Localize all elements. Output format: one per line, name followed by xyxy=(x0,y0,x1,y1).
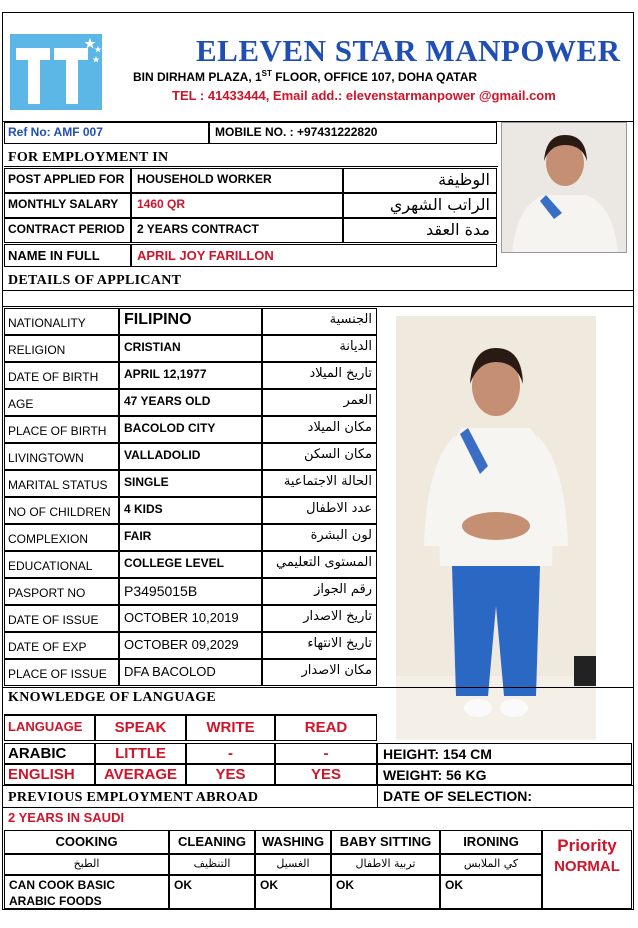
detail-label: PASPORT NO xyxy=(8,586,86,600)
detail-value: VALLADOLID xyxy=(124,448,201,462)
divider xyxy=(2,807,634,808)
detail-arabic: تاريخ الميلاد xyxy=(309,366,372,381)
employment-label: CONTRACT PERIOD xyxy=(8,222,125,236)
divider xyxy=(377,785,378,807)
skill-arabic: تربية الاطفال xyxy=(355,857,416,870)
employment-value: HOUSEHOLD WORKER xyxy=(137,172,272,186)
divider xyxy=(2,306,634,307)
detail-label: LIVINGTOWN xyxy=(8,451,84,465)
language-header: READ xyxy=(304,719,348,736)
detail-arabic: تاريخ الانتهاء xyxy=(307,636,372,651)
language-value: ARABIC xyxy=(8,745,67,762)
employment-value: 2 YEARS CONTRACT xyxy=(137,222,259,236)
skill-header: IRONING xyxy=(463,834,519,849)
detail-label: DATE OF EXP xyxy=(8,640,87,654)
cooking-extra: ARABIC FOODS xyxy=(9,894,102,908)
divider xyxy=(4,166,498,167)
language-value: LITTLE xyxy=(115,745,166,762)
employment-arabic: الوظيفة xyxy=(438,170,490,189)
skill-header: BABY SITTING xyxy=(339,834,432,849)
height-value: HEIGHT: 154 CM xyxy=(383,746,492,762)
detail-value: COLLEGE LEVEL xyxy=(124,556,225,570)
skill-header: WASHING xyxy=(261,834,325,849)
detail-arabic: مكان الميلاد xyxy=(307,420,372,435)
detail-arabic: الجنسية xyxy=(329,312,372,327)
previous-employment-value: 2 YEARS IN SAUDI xyxy=(8,810,125,825)
divider xyxy=(2,687,634,688)
divider xyxy=(2,785,634,786)
language-value: YES xyxy=(310,766,341,783)
skill-value: CAN COOK BASIC xyxy=(9,878,116,892)
name-value: APRIL JOY FARILLON xyxy=(137,248,274,263)
skill-arabic: الغسيل xyxy=(276,857,310,870)
detail-value: P3495015B xyxy=(124,583,198,599)
skill-arabic: الطبخ xyxy=(73,857,100,870)
detail-label: RELIGION xyxy=(8,343,66,357)
details-section-title: DETAILS OF APPLICANT xyxy=(8,273,182,288)
employment-label: POST APPLIED FOR xyxy=(8,172,125,186)
divider xyxy=(2,290,634,291)
weight-value: WEIGHT: 56 KG xyxy=(383,767,487,783)
language-value: YES xyxy=(215,766,246,783)
detail-value: APRIL 12,1977 xyxy=(124,367,207,381)
detail-value: BACOLOD CITY xyxy=(124,421,216,435)
skill-arabic: كي الملابس xyxy=(463,857,519,870)
detail-arabic: عدد الاطفال xyxy=(306,501,372,516)
detail-arabic: العمر xyxy=(343,393,372,408)
detail-arabic: رقم الجواز xyxy=(314,582,372,597)
detail-value: 47 YEARS OLD xyxy=(124,394,211,408)
detail-label: DATE OF ISSUE xyxy=(8,613,99,627)
detail-value: FILIPINO xyxy=(124,311,192,328)
skill-header: COOKING xyxy=(55,834,118,849)
language-header: SPEAK xyxy=(114,719,167,736)
skill-value: OK xyxy=(260,878,278,892)
company-address xyxy=(133,69,477,84)
detail-label: DATE OF BIRTH xyxy=(8,370,99,384)
detail-value: SINGLE xyxy=(124,475,169,489)
address-part2: FLOOR, OFFICE 107, DOHA QATAR xyxy=(271,70,478,84)
applicant-photo-full xyxy=(396,316,596,740)
language-value: - xyxy=(228,745,233,762)
company-name: ELEVEN STAR MANPOWER xyxy=(196,33,621,68)
detail-label: PLACE OF ISSUE xyxy=(8,667,107,681)
priority-value: NORMAL xyxy=(554,858,620,875)
detail-value: OCTOBER 09,2029 xyxy=(124,637,239,652)
language-value: ENGLISH xyxy=(8,766,75,783)
address-part1: BIN DIRHAM PLAZA, 1 xyxy=(133,70,262,84)
employment-arabic: الراتب الشهري xyxy=(389,195,490,214)
mobile-number: MOBILE NO. : +97431222820 xyxy=(215,125,378,139)
detail-arabic: تاريخ الاصدار xyxy=(303,609,372,624)
priority-label: Priority xyxy=(557,836,617,855)
detail-label: AGE xyxy=(8,397,34,411)
employment-arabic: مدة العقد xyxy=(426,220,490,239)
applicant-photo-small xyxy=(501,122,627,253)
detail-arabic: مكان الاصدار xyxy=(301,663,372,678)
language-header: LANGUAGE xyxy=(8,719,83,734)
detail-label: COMPLEXION xyxy=(8,532,89,546)
detail-label: NO OF CHILDREN xyxy=(8,505,111,519)
skill-value: OK xyxy=(336,878,354,892)
detail-value: DFA BACOLOD xyxy=(124,664,216,679)
language-value: AVERAGE xyxy=(103,766,178,783)
skill-value: OK xyxy=(174,878,192,892)
full-body-graphic xyxy=(396,316,596,740)
detail-value: CRISTIAN xyxy=(124,340,181,354)
ref-number: Ref No: AMF 007 xyxy=(8,125,103,139)
skill-arabic: التنظيف xyxy=(193,857,231,870)
company-logo xyxy=(10,34,102,110)
detail-value: 4 KIDS xyxy=(124,502,163,516)
employment-value: 1460 QR xyxy=(137,197,186,211)
detail-arabic: المستوى التعليمي xyxy=(276,555,372,570)
language-section-title: KNOWLEDGE OF LANGUAGE xyxy=(8,690,217,705)
date-of-selection: DATE OF SELECTION: xyxy=(383,788,533,804)
employment-label: MONTHLY SALARY xyxy=(8,197,119,211)
address-sup: ST xyxy=(261,69,272,78)
company-contact: TEL : 41433444, Email add.: elevenstarmanpower @gmail.com xyxy=(172,88,556,103)
language-value: - xyxy=(323,745,329,762)
logo-graphic xyxy=(10,34,102,110)
detail-arabic: مكان السكن xyxy=(303,447,372,462)
detail-arabic: لون البشرة xyxy=(310,528,372,543)
detail-value: FAIR xyxy=(124,529,152,543)
detail-arabic: الديانة xyxy=(339,339,372,354)
detail-label: EDUCATIONAL xyxy=(8,559,93,573)
previous-section-title: PREVIOUS EMPLOYMENT ABROAD xyxy=(8,790,259,805)
detail-arabic: الحالة الاجتماعية xyxy=(283,474,372,489)
detail-label: MARITAL STATUS xyxy=(8,478,108,492)
detail-value: OCTOBER 10,2019 xyxy=(124,610,239,625)
employment-section-title: FOR EMPLOYMENT IN xyxy=(8,150,169,165)
detail-label: PLACE OF BIRTH xyxy=(8,424,107,438)
name-label: NAME IN FULL xyxy=(8,248,100,263)
language-header: WRITE xyxy=(206,719,255,736)
detail-label: NATIONALITY xyxy=(8,316,86,330)
skill-header: CLEANING xyxy=(178,834,246,849)
portrait-graphic xyxy=(502,123,627,253)
skill-value: OK xyxy=(445,878,463,892)
